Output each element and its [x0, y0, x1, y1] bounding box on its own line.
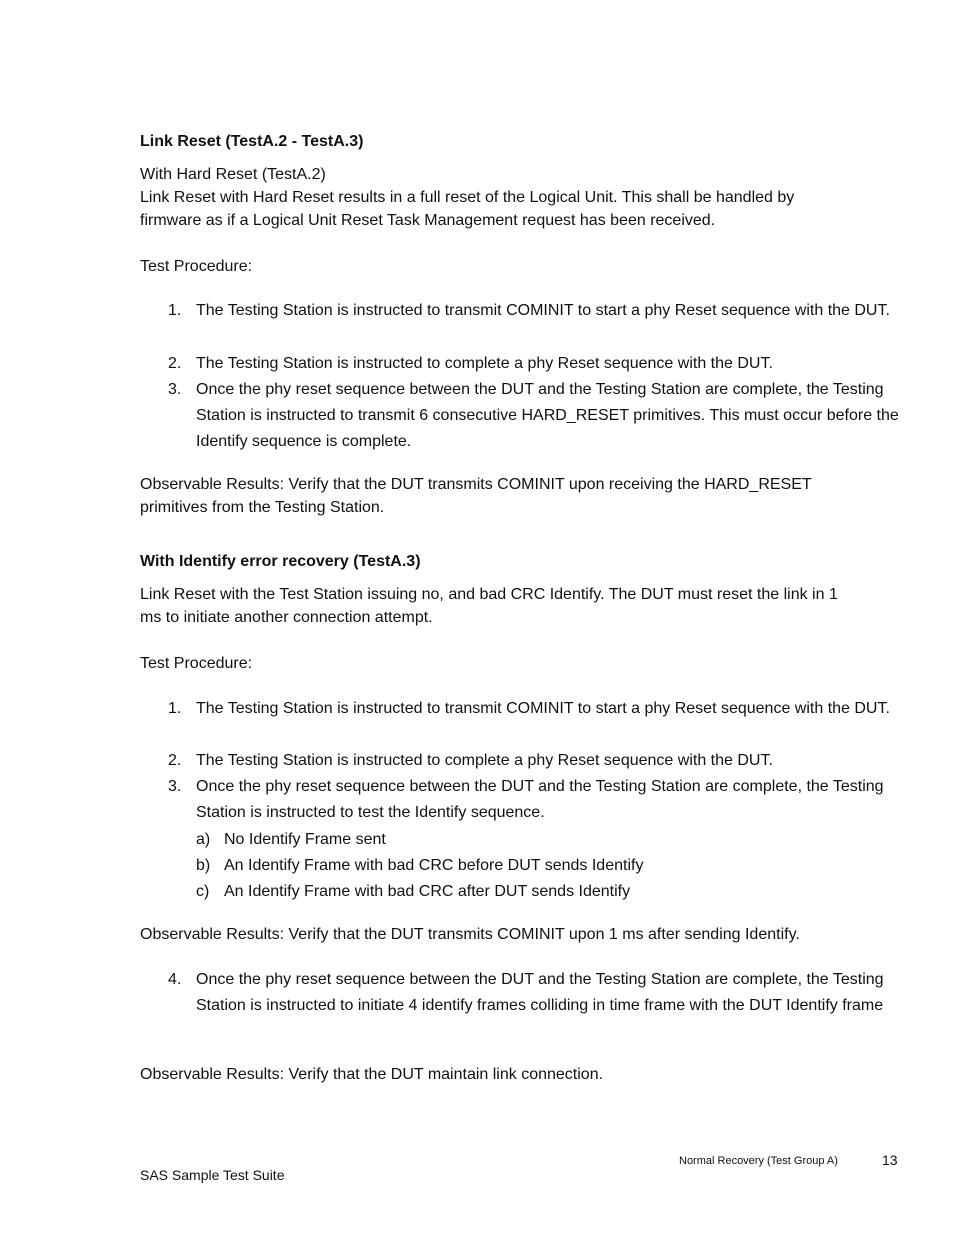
list-number: 1.: [168, 700, 182, 717]
procedure-label: Test Procedure:: [140, 258, 253, 275]
footer-doc-title: SAS Sample Test Suite: [140, 1167, 285, 1183]
subheading-hard-reset: With Hard Reset (TestA.2): [140, 166, 326, 183]
page-number: 13: [882, 1152, 898, 1168]
list-number: 1.: [168, 302, 182, 319]
list-item: [168, 774, 900, 826]
list-text: The Testing Station is instructed to transmit COMINIT to start a phy Reset sequence with the DUT.: [196, 302, 890, 319]
list-text: The Testing Station is instructed to transmit COMINIT to start a phy Reset sequence with the DUT.: [196, 700, 890, 717]
sub-list-text: No Identify Frame sent: [224, 831, 386, 848]
section-heading-identify-recovery: With Identify error recovery (TestA.3): [140, 553, 421, 570]
sub-list-letter: b): [196, 857, 211, 874]
observable-results: primitives from the Testing Station.: [140, 499, 385, 516]
section-heading-link-reset: Link Reset (TestA.2 - TestA.3): [140, 133, 364, 150]
list-text: Once the phy reset sequence between the DUT and the Testing Station are complete, the Testing Station is instructed to initiate 4 identify frames colliding in time frame with the DUT Identify frame: [196, 971, 884, 1014]
intro-line: ms to initiate another connection attempt.: [140, 609, 433, 626]
list-text: The Testing Station is instructed to complete a phy Reset sequence with the DUT.: [196, 752, 773, 769]
list-number: 3.: [168, 381, 182, 398]
sub-list-letter: c): [196, 883, 210, 900]
sub-list-letter: a): [196, 831, 211, 848]
footer-section-title: Normal Recovery (Test Group A): [679, 1155, 838, 1167]
intro-line: Link Reset with Hard Reset results in a full reset of the Logical Unit. This shall be handled by: [140, 189, 795, 206]
observable-results: Observable Results: Verify that the DUT transmits COMINIT upon receiving the HARD_RESET: [140, 476, 812, 493]
list-item: [168, 377, 900, 455]
procedure-label: Test Procedure:: [140, 655, 253, 672]
list-item: [168, 351, 900, 377]
sub-list-text: An Identify Frame with bad CRC before DUT sends Identify: [224, 857, 644, 874]
list-item: [168, 696, 900, 722]
observable-results: Observable Results: Verify that the DUT transmits COMINIT upon 1 ms after sending Identify.: [140, 926, 800, 943]
sub-list-item: [196, 827, 386, 853]
list-item: [168, 298, 900, 324]
list-item: [168, 748, 900, 774]
list-number: 4.: [168, 971, 182, 988]
list-text: Once the phy reset sequence between the DUT and the Testing Station are complete, the Testing Station is instructed to test the Identify sequence.: [196, 778, 884, 821]
observable-results: Observable Results: Verify that the DUT maintain link connection.: [140, 1066, 604, 1083]
list-number: 2.: [168, 752, 182, 769]
list-item: [168, 967, 900, 1019]
intro-line: firmware as if a Logical Unit Reset Task Management request has been received.: [140, 212, 716, 229]
sub-list-item: [196, 879, 630, 905]
intro-line: Link Reset with the Test Station issuing no, and bad CRC Identify. The DUT must reset the link in 1: [140, 586, 838, 603]
list-number: 2.: [168, 355, 182, 372]
list-number: 3.: [168, 778, 182, 795]
list-text: Once the phy reset sequence between the DUT and the Testing Station are complete, the Testing Station is instructed to transmit 6 consecutive HARD_RESET primitives. This must occur before the Identify sequence is complete.: [196, 381, 899, 450]
sub-list-text: An Identify Frame with bad CRC after DUT sends Identify: [224, 883, 631, 900]
list-text: The Testing Station is instructed to complete a phy Reset sequence with the DUT.: [196, 355, 773, 372]
sub-list-item: [196, 853, 643, 879]
